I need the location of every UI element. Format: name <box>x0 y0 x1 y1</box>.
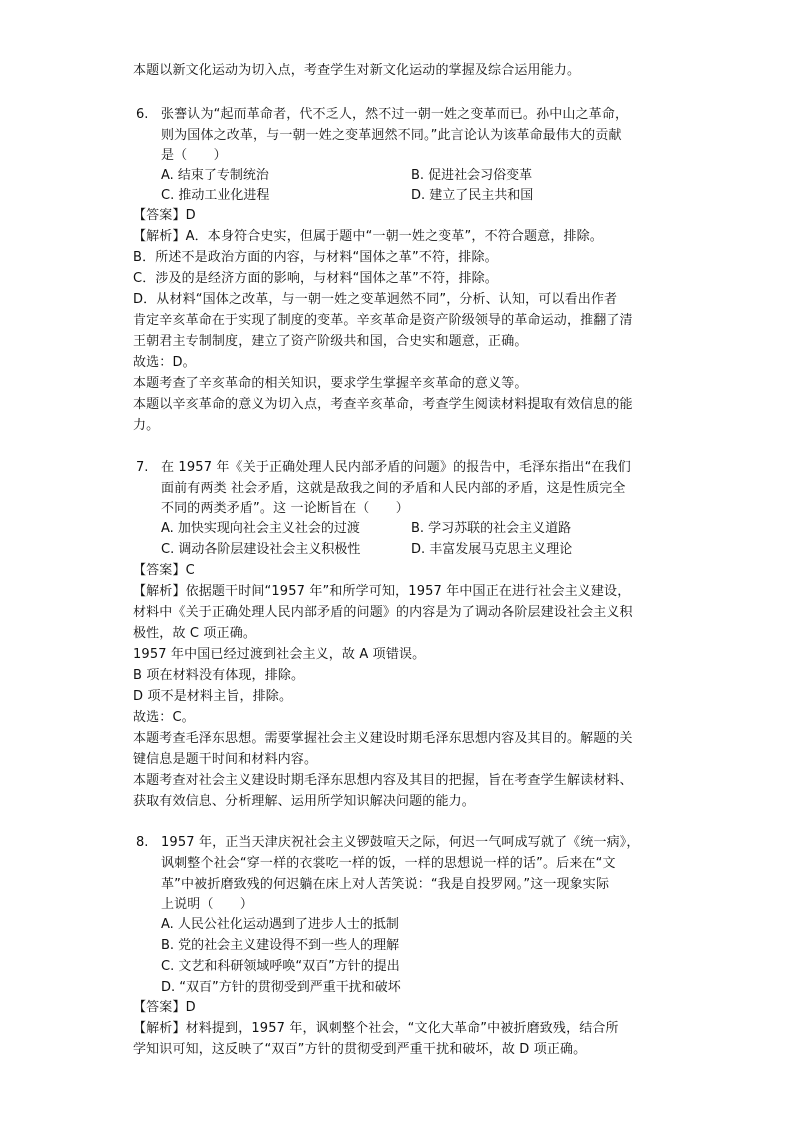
q6-option-c: C. 推动工业化进程 <box>161 188 270 203</box>
q6-analysis-line-3: C．涉及的是经济方面的影响，与材料“国体之革”不符，排除。 <box>133 271 498 286</box>
q6-analysis-line-6: 王朝君主专制制度，建立了资产阶级共和国，合史实和题意，正确。 <box>133 334 528 349</box>
q6-option-b: B. 促进社会习俗变革 <box>411 168 533 183</box>
q8-stem-line-4: 上说明（ ） <box>161 897 254 912</box>
q6-stem-line-3: 是（ ） <box>161 148 227 163</box>
q6-analysis-line-1: 【解析】A．本身符合史实，但属于题中“一朝一姓之变革”，不符合题意，排除。 <box>133 229 603 244</box>
q7-analysis-line-2: 材料中《关于正确处理人民内部矛盾的问题》的内容是为了调动各阶层建设社会主义积 <box>133 605 633 620</box>
q8-number: 8. <box>136 835 149 850</box>
q8-option-c: C. 文艺和科研领域呼唤“双百”方针的提出 <box>161 959 400 974</box>
q8-option-b: B. 党的社会主义建设得不到一些人的理解 <box>161 938 400 953</box>
q6-analysis-line-2: B．所述不是政治方面的内容，与材料“国体之革”不符，排除。 <box>133 250 498 265</box>
q7-option-d: D. 丰富发展马克思主义理论 <box>411 542 573 557</box>
q7-answer: 【答案】C <box>133 563 195 578</box>
q8-stem-line-1: 1957 年，正当天津庆祝社会主义锣鼓喧天之际，何迟一气呵成写就了《统一病》， <box>161 835 640 850</box>
q6-stem-line-2: 则为国体之改革，与一朝一姓之变革迥然不同。”此言论认为该革命最伟大的贡献 <box>161 128 622 143</box>
q7-analysis-line-6: D 项不是材料主旨，排除。 <box>133 689 293 704</box>
q6-analysis-line-8: 本题考查了辛亥革命的相关知识，要求学生掌握辛亥革命的意义等。 <box>133 376 528 391</box>
q7-analysis-line-8: 本题考查毛泽东思想。需要掌握社会主义建设时期毛泽东思想内容及其目的。解题的关 <box>133 731 633 746</box>
q7-analysis-line-11: 获取有效信息、分析理解、运用所学知识解决问题的能力。 <box>133 794 475 809</box>
q7-analysis-line-9: 键信息是题干时间和材料内容。 <box>133 752 318 767</box>
q6-number: 6. <box>136 107 149 122</box>
q7-stem-line-1: 在 1957 年《关于正确处理人民内部矛盾的问题》的报告中，毛泽东指出“在我们 <box>161 460 631 475</box>
q8-stem-line-3: 革”中被折磨致残的何迟躺在床上对人苦笑说：“我是自投罗网。”这一现象实际 <box>161 877 610 892</box>
q7-analysis-line-7: 故选：C。 <box>133 710 195 725</box>
q7-analysis-line-10: 本题考查对社会主义建设时期毛泽东思想内容及其目的把握，旨在考查学生解读材料、 <box>133 773 633 788</box>
q7-option-c: C. 调动各阶层建设社会主义积极性 <box>161 542 361 557</box>
q7-analysis-line-5: B 项在材料没有体现，排除。 <box>133 668 305 683</box>
q6-analysis-line-10: 力。 <box>133 418 160 433</box>
intro-text: 本题以新文化运动为切入点，考查学生对新文化运动的掌握及综合运用能力。 <box>133 63 581 78</box>
q7-number: 7. <box>136 460 149 475</box>
q8-analysis-line-2: 学知识可知，这反映了“双百”方针的贯彻受到严重干扰和破坏，故 D 项正确。 <box>133 1042 587 1057</box>
q7-analysis-line-3: 极性，故 C 项正确。 <box>133 626 256 641</box>
q7-stem-line-2: 面前有两类 社会矛盾，这就是敌我之间的矛盾和人民内部的矛盾，这是性质完全 <box>161 481 626 496</box>
q6-analysis-line-5: 肯定辛亥革命在于实现了制度的变革。辛亥革命是资产阶级领导的革命运动，推翻了清 <box>133 313 633 328</box>
q6-analysis-line-9: 本题以辛亥革命的意义为切入点，考查辛亥革命，考查学生阅读材料提取有效信息的能 <box>133 397 633 412</box>
q7-option-a: A. 加快实现向社会主义社会的过渡 <box>161 521 360 536</box>
q6-analysis-line-7: 故选：D。 <box>133 355 196 370</box>
q7-analysis-line-1: 【解析】依据题干时间“1957 年”和所学可知，1957 年中国正在进行社会主义建设， <box>133 584 631 599</box>
q6-option-d: D. 建立了民主共和国 <box>411 188 534 203</box>
q8-answer: 【答案】D <box>133 1000 196 1015</box>
q8-option-a: A. 人民公社化运动遇到了进步人士的抵制 <box>161 917 399 932</box>
q7-option-b: B. 学习苏联的社会主义道路 <box>411 521 572 536</box>
q7-analysis-line-4: 1957 年中国已经过渡到社会主义，故 A 项错误。 <box>133 647 426 662</box>
q8-analysis-line-1: 【解析】材料提到，1957 年，讽刺整个社会，“文化大革命”中被折磨致残，结合所 <box>133 1021 619 1036</box>
q7-stem-line-3: 不同的两类矛盾”。这 一论断旨在（ ） <box>161 501 409 516</box>
q6-answer: 【答案】D <box>133 208 196 223</box>
q6-analysis-line-4: D．从材料“国体之改革，与一朝一姓之变革迥然不同”，分析、认知，可以看出作者 <box>133 292 618 307</box>
q6-option-a: A. 结束了专制统治 <box>161 168 269 183</box>
q8-stem-line-2: 讽刺整个社会“穿一样的衣裳吃一样的饭，一样的思想说一样的话”。后来在“文 <box>161 856 616 871</box>
q8-option-d: D. “双百”方针的贯彻受到严重干扰和破坏 <box>161 980 401 995</box>
q6-stem-line-1: 张謇认为“起而革命者，代不乏人，然不过一朝一姓之变革而已。孙中山之革命， <box>161 107 629 122</box>
